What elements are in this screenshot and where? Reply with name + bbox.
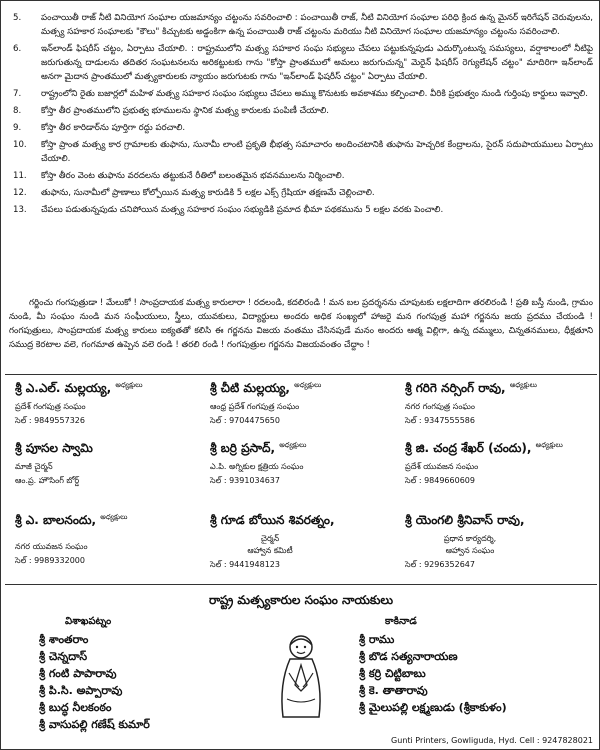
person-name: శ్రీ యెంగలి శ్రీనివాస్ రావు, <box>405 513 525 527</box>
demand-text: చేపలు పడుతున్నపుడు చనిపోయిన మత్స్య సహకార సంఘం సభ్యుడికి ప్రమాద భీమా పథకమును 5 లక్షల వరకు పెంచాలి. <box>41 205 444 215</box>
person-name: శ్రీ ఎ. బాలనందు, <box>15 513 97 527</box>
demand-text: పంచాయితీ రాజ్ నీటి వినియోగ సంఘాల యజమాన్యం చట్టంను సవరించాలి : పంచాయితీ రాజ్, నీటి వినియోగ సంఘాల పరిధి క్రింద ఉన్న మైనర్ ఇరిగేషన్ చెరువులను, మత్స్య సహకార సంఘాలకు "కౌలు" కిచ్చుటకు అడ్డంకిగా ఉన్న పంచాయితీ రాజ్ చట్టంను మరియు నీటి వినియోగ సంఘాల యజమాన్యం చట్టంను సవరించాలి. <box>41 13 593 37</box>
divider <box>5 374 597 375</box>
demand-item <box>9 186 593 200</box>
person-org: ప్రదేశ్ గంగపుత్ర సంఘం <box>15 402 86 411</box>
demand-text: తుఫాను, సునామీలో ప్రాణాలు కోల్పోయిన మత్స్య కారుడికి 5 లక్షల ఎక్స్ గ్రేషియా తక్షణమే చెల్లించాలి. <box>41 188 375 198</box>
person-org: ఆంధ్ర ప్రదేశ్ గంగపుత్ర సంఘం <box>210 402 300 411</box>
demand-text: కోస్తా తీరం వెంట తుఫాను వరదలను తట్టుకునే రీతిలో బలంతమైన భవనములను నిర్మించాలి. <box>41 171 345 181</box>
person-phone: సెల్ : 9989332000 <box>15 556 85 565</box>
demand-number: 7. <box>13 89 22 99</box>
demand-number: 6. <box>13 44 22 54</box>
person-name: శ్రీ గరిగె నర్సింగ్ రావు, <box>405 381 506 395</box>
person-title: చైర్మన్ <box>260 534 280 543</box>
leader-name: శ్రీ శాంతరాం <box>39 633 89 646</box>
demand-item <box>9 42 593 84</box>
leader-name: శ్రీ పి.సి. అప్పారావు <box>39 684 123 697</box>
person-phone: సెల్ : 9849660609 <box>405 476 475 485</box>
person-card <box>405 441 595 487</box>
person-name: శ్రీ పూసల స్వామి <box>15 441 93 455</box>
person-title: మాజీ చైర్మన్ <box>15 462 53 471</box>
column-heading: కాకినాడ <box>385 616 417 627</box>
person-card <box>405 513 595 571</box>
leaders-title: రాష్ట్ర మత్స్యకారుల సంఘం నాయకులు <box>208 593 394 607</box>
divider <box>5 584 597 585</box>
person-name: శ్రీ ఎ.ఎల్. మల్లయ్య, <box>15 381 112 395</box>
demand-item <box>9 104 593 118</box>
person-title: ప్రధాన కార్యదర్శి, <box>443 534 497 543</box>
person-role: అధ్యక్షులు <box>535 441 563 449</box>
person-phone: సెల్ : 9347555586 <box>405 416 475 425</box>
person-phone: సెల్ : 9296352647 <box>405 560 475 569</box>
person-card <box>15 441 205 487</box>
demand-number: 12. <box>13 188 27 198</box>
person-name: శ్రీ గూడ బోయిన శివరత్నం, <box>210 513 335 527</box>
demand-text: కోస్తా తీర కారిడార్‌ను పూర్తిగా రద్దు పరచాలి. <box>41 123 186 133</box>
closing-appeal: గర్జించు గంగపుత్రుడా ! మేలుకో ! సాంప్రదాయక మత్స్య కారులారా ! రదలండి, కదలిరండి ! మన బల ప్రదర్శనను చూపుటకు లక్షలాదిగా తరలిరండి ! ప్రతి బస్తీ నుండి, గ్రామం నుండి, మీ సంఘం నుండి మన సంఘీయులు, స్త్రీలు, యువకులు, విద్యార్థులు అందరు అధిక సంఖ్యలో హాజరై మన గంగపుత్ర మహా గర్జనను జయ ప్రదము చేయండి ! గంగపుత్రులు, సాంప్రదాయక మత్స్య కారులు ఐక్యతతో కలిసి ఈ గర్జనను విజయ వంతము చేసినపుడే మనం అందరు ఆత్మ విల్లిగా, ఉన్న దమ్ములు, చిన్నతనములు, ధీక్షతూని సముద్ర కెరటాల వలె, గంగమాత ఉప్పెన వలె రండి ! తరలి రండి ! గంగపుత్రుల గర్జనను విజయవంతం చేద్దాం ! <box>9 298 593 350</box>
person-org: నగర యువజన సంఘం <box>15 542 88 551</box>
person-role: అధ్యక్షులు <box>115 381 143 389</box>
person-name: శ్రీ చీటి మల్లయ్య, <box>210 381 290 395</box>
person-role: అధ్యక్షులు <box>279 441 307 449</box>
leader-name: శ్రీ బొడ సత్యనారాయణ <box>359 650 458 663</box>
right-leaders-column <box>359 613 507 716</box>
demand-number: 8. <box>13 106 22 116</box>
leader-name: శ్రీ చెన్నదాస్ <box>39 650 88 663</box>
printer-credit: Gunti Printers, Gowliguda, Hyd. Cell : 9247828021 <box>391 736 593 745</box>
demand-text: కోస్తా ప్రాంత మత్స్య కార గ్రామాలకు తుఫాను, సునామీ లాంటి ప్రకృతి భీభత్స సమాచారం అందించటానికి తుఫాను హెచ్చరిక కేంద్రాలను, సైరన్ సదుపాయములు ఏర్పాటు చేయాలి. <box>41 140 593 164</box>
person-card <box>210 441 400 487</box>
leader-name: శ్రీ కర్రి చిట్టిబాబు <box>359 667 426 680</box>
person-org: ఆహ్వాన కమిటీ <box>247 546 293 555</box>
leader-name: శ్రీ రాము <box>359 633 395 646</box>
leader-name: శ్రీ వాసుపల్లి గణేష్ కుమార్ <box>39 718 150 731</box>
praying-figure-emblem <box>271 629 331 729</box>
person-card <box>405 381 595 427</box>
person-role: అధ్యక్షులు <box>509 381 537 389</box>
column-heading: విశాఖపట్నం <box>65 616 112 627</box>
leader-name: శ్రీ బుద్ధ నీలకంఠం <box>39 701 112 714</box>
demands-list <box>9 11 593 220</box>
person-phone: సెల్ : 9391034637 <box>210 476 280 485</box>
demand-text: ఇన్‌లాండ్ ఫిషరీస్ చట్టం, ఏర్పాటు చేయాలి. : రాష్ట్రములోని మత్స్య సహకార సంఘ సభ్యులు చేపలు పట్టుకున్నపుడు ఎదుర్కొంటున్న సమస్యలు, వర్షాకాలంలో నీటిపై జరుగుతున్న దాడులను తదితర సంఘటనలను అరికట్టుటకు గాను "కోస్తా ప్రాంతములో అమలు జరుగుచున్న" మెరైన్ ఫిషరీస్ రెగ్యులేషన్ చట్టం" మాదిరిగా ఇన్‌లాండ్ అనగా మైదాన ప్రాంతములో మత్స్యకారులకు న్యాయం జరుగుటకు గాను "ఇన్‌లాండ్ ఫిషరీస్ చట్టం" ఏర్పాటు చేయాలి. <box>41 44 593 82</box>
person-card <box>15 513 205 567</box>
person-card <box>210 381 400 427</box>
person-org: ఎ.పి. అగ్నికుల క్షత్రియ సంఘం <box>210 462 304 471</box>
demand-item <box>9 121 593 135</box>
left-leaders-column <box>39 613 150 733</box>
leader-name: శ్రీ గంటి పాపారావు <box>39 667 117 680</box>
person-name: శ్రీ బర్రి ప్రసాద్, <box>210 441 276 455</box>
demand-number: 10. <box>13 140 27 150</box>
person-phone: సెల్ : 9849557326 <box>15 416 85 425</box>
leader-name: శ్రీ మైలుపల్లి లక్ష్మణుడు (శ్రీకాకుళం) <box>359 701 507 714</box>
leader-name: శ్రీ కె. తాతారావు <box>359 684 428 697</box>
demand-text: రాష్ట్రంలోని రైతు బజార్లలో మహిళ మత్స్య సహకార సంఘం సభ్యులు చేపలు అమ్ము కొనుటకు అవకాశము కల్పించాలి. వీరికి ప్రభుత్వం నుండి గుర్తింపు కార్డులు ఇవ్వాలి. <box>41 89 588 99</box>
demand-text: కోస్తా తీర ప్రాంతములోని ప్రభుత్వ భూములను స్థానిక మత్స్య కారులకు పంపిణీ చేయాలి. <box>41 106 329 116</box>
demand-item <box>9 87 593 101</box>
person-phone: సెల్ : 9441948123 <box>210 560 280 569</box>
demand-item <box>9 169 593 183</box>
demand-item <box>9 11 593 39</box>
demand-number: 13. <box>13 205 27 215</box>
person-phone: సెల్ : 9704475650 <box>210 416 280 425</box>
person-org: ఆహ్వాన సంఘం <box>445 546 495 555</box>
demand-number: 5. <box>13 13 22 23</box>
person-org: ప్రదేశ్ యువజన సంఘం <box>405 462 479 471</box>
demand-item <box>9 203 593 217</box>
person-org: నగర గంగపుత్ర సంఘం <box>405 402 475 411</box>
person-name: శ్రీ జి. చంద్ర శేఖర్ (చందు), <box>405 441 532 455</box>
demand-item <box>9 138 593 166</box>
demand-number: 11. <box>13 171 27 181</box>
demand-number: 9. <box>13 123 22 133</box>
person-org: ఆం.ప్ర. హౌసింగ్ బోర్డ్ <box>15 476 80 485</box>
person-role: అధ్యక్షులు <box>294 381 322 389</box>
person-role: అధ్యక్షులు <box>100 513 128 521</box>
person-card <box>210 513 400 571</box>
person-card <box>15 381 205 427</box>
